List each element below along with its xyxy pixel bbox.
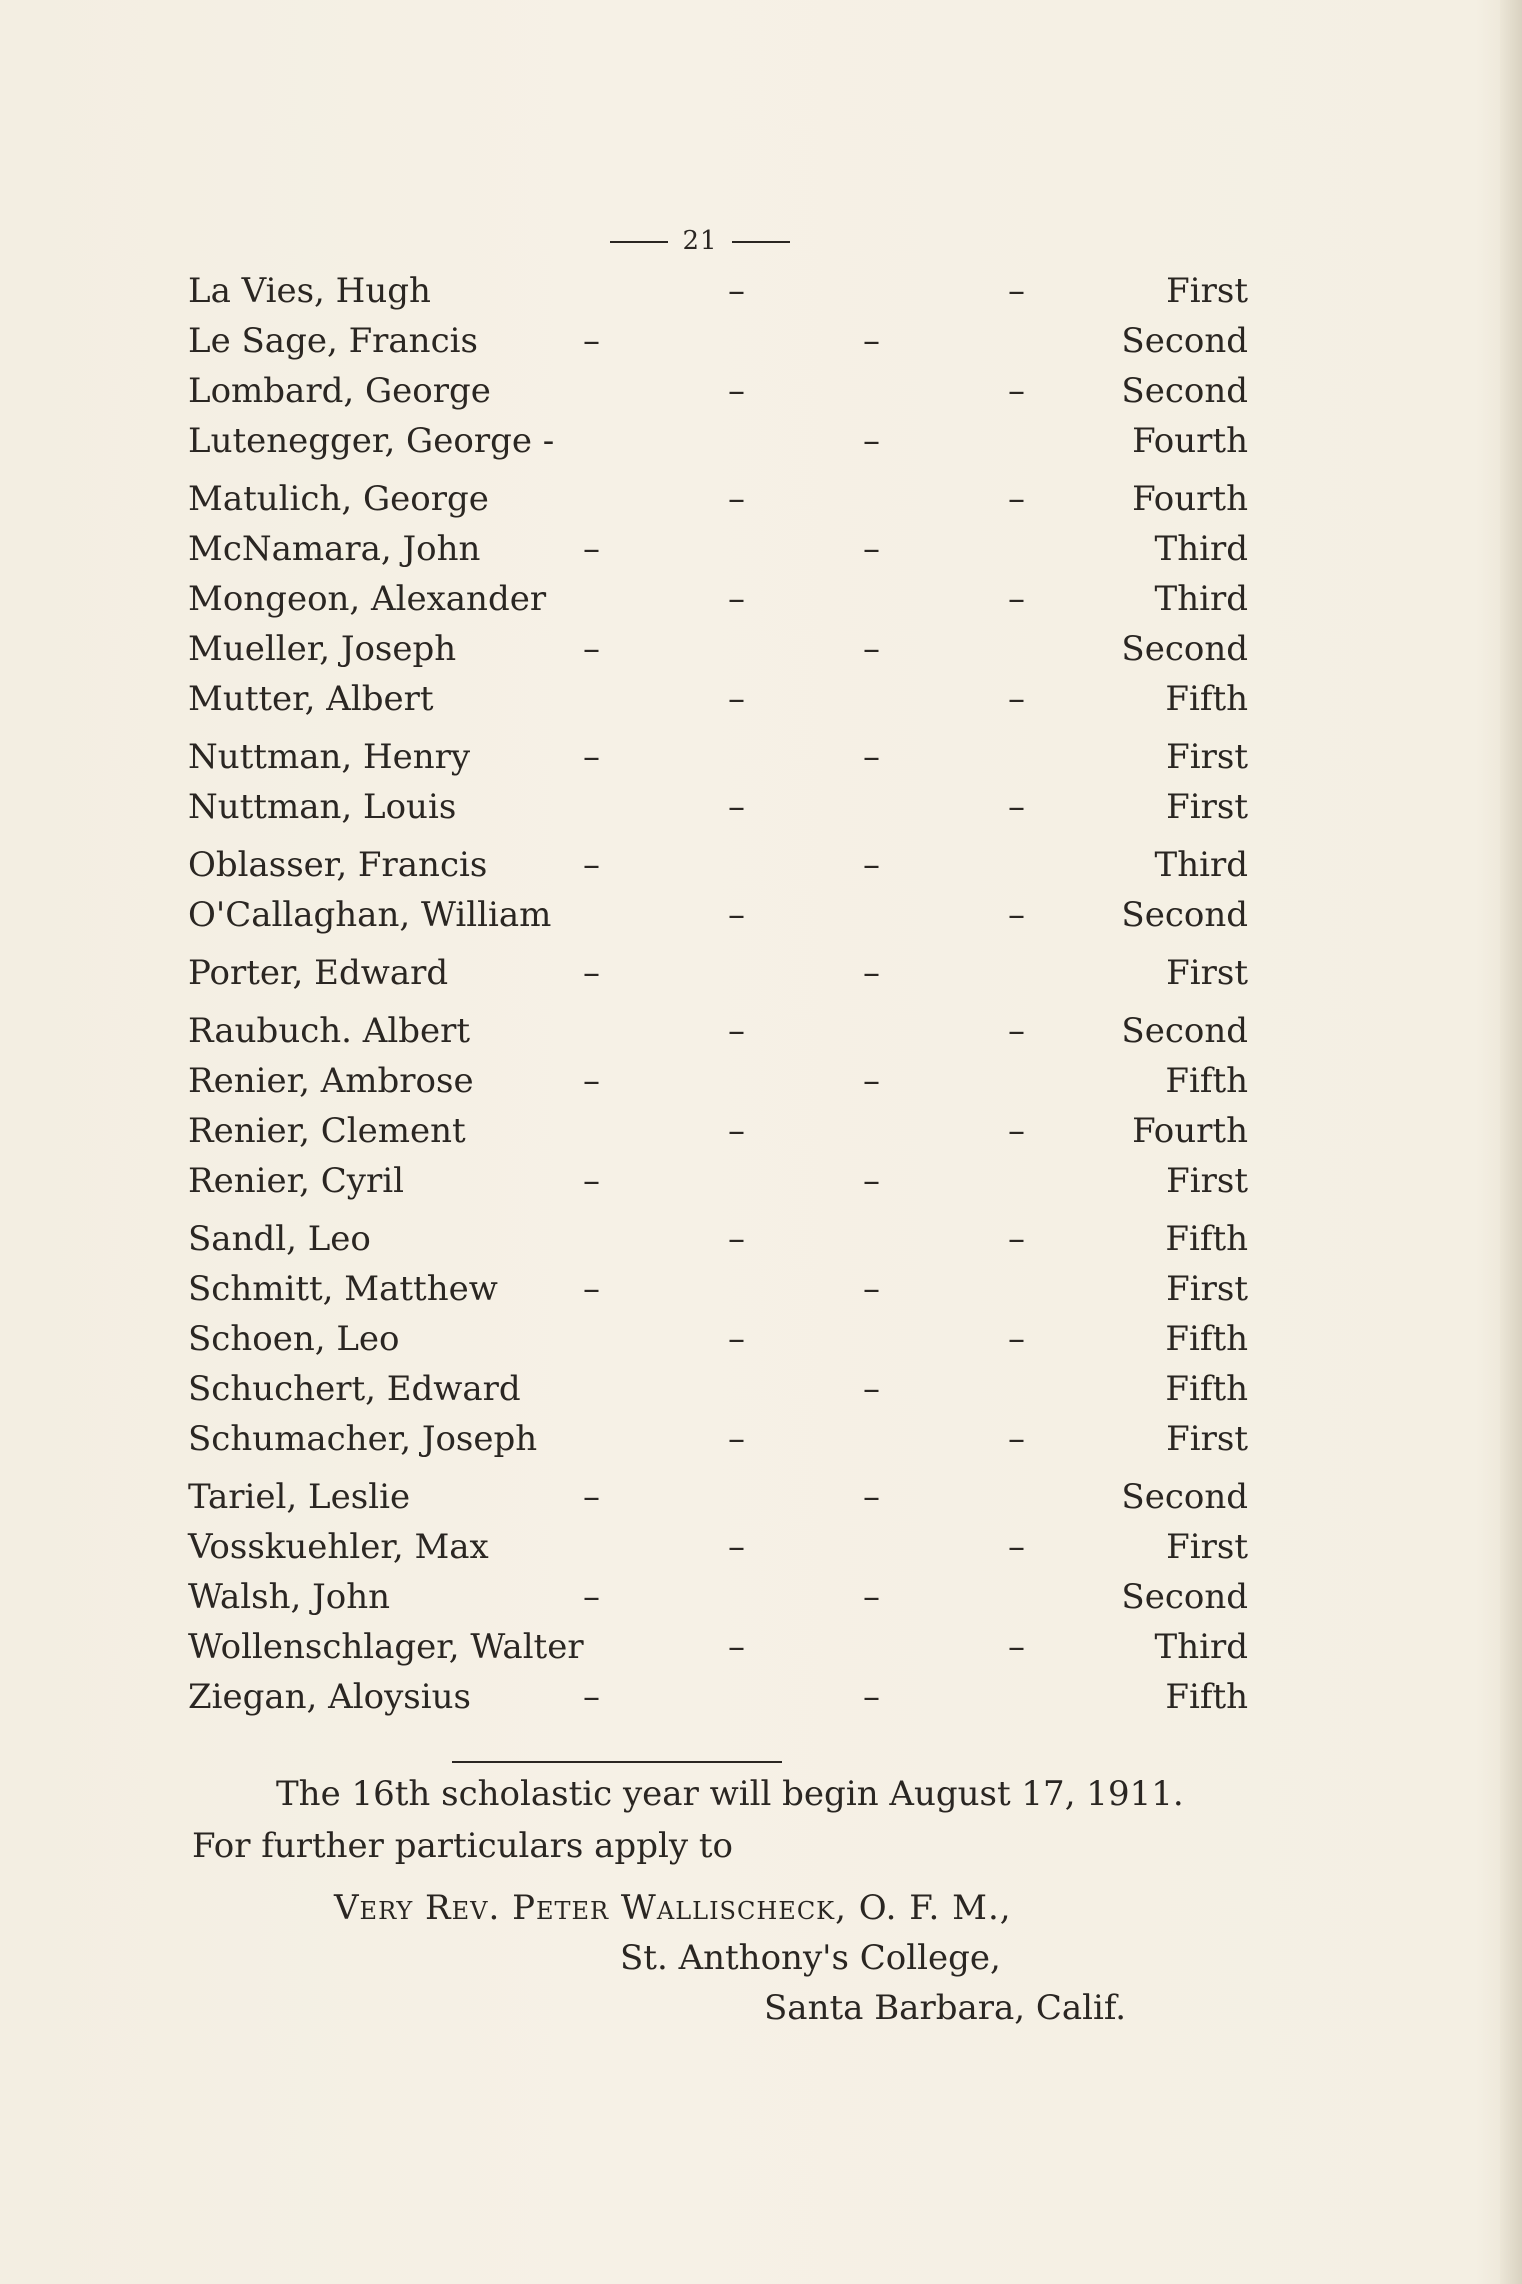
- student-grade: Fourth: [1132, 1111, 1248, 1151]
- table-row: [188, 732, 1248, 782]
- student-grade: Second: [1121, 1577, 1248, 1617]
- table-row: [188, 416, 1248, 466]
- student-grade: Third: [1154, 845, 1248, 885]
- table-row: [188, 1672, 1248, 1722]
- leader-dash: –: [863, 737, 880, 777]
- leader-dash: –: [863, 1369, 880, 1409]
- student-name: Schmitt, Matthew: [188, 1269, 498, 1309]
- student-grade: Second: [1121, 629, 1248, 669]
- signature-institution: St. Anthony's College,: [620, 1938, 1001, 1978]
- page-edge-shadow: [1500, 0, 1522, 2284]
- table-row: [188, 316, 1248, 366]
- table-row: [188, 1314, 1248, 1364]
- table-row: [188, 840, 1248, 890]
- leader-dash: –: [1008, 1527, 1025, 1567]
- student-name: Vosskuehler, Max: [188, 1527, 489, 1567]
- leader-dash: –: [1008, 1627, 1025, 1667]
- leader-dash: –: [863, 1061, 880, 1101]
- leader-dash: –: [863, 1577, 880, 1617]
- leader-dash: –: [1008, 895, 1025, 935]
- student-name: Lutenegger, George -: [188, 421, 555, 461]
- leader-dash: –: [728, 1527, 745, 1567]
- student-name: Renier, Cyril: [188, 1161, 404, 1201]
- leader-dash: –: [728, 1319, 745, 1359]
- student-name: Wollenschlager, Walter: [188, 1627, 584, 1667]
- leader-dash: –: [583, 1577, 600, 1617]
- page-number-header: [0, 226, 1400, 256]
- table-row: [188, 1622, 1248, 1672]
- student-name: Schumacher, Joseph: [188, 1419, 538, 1459]
- footer-line-2: For further particulars apply to: [192, 1826, 733, 1866]
- student-grade: Fifth: [1165, 1061, 1248, 1101]
- leader-dash: –: [728, 1219, 745, 1259]
- table-row: [188, 1364, 1248, 1414]
- leader-dash: –: [728, 271, 745, 311]
- header-rule-left: [610, 241, 668, 243]
- student-grade: Second: [1121, 895, 1248, 935]
- student-name: La Vies, Hugh: [188, 271, 431, 311]
- leader-dash: –: [728, 1011, 745, 1051]
- student-grade: Second: [1121, 1477, 1248, 1517]
- student-name: Sandl, Leo: [188, 1219, 371, 1259]
- student-name: Le Sage, Francis: [188, 321, 478, 361]
- leader-dash: –: [1008, 479, 1025, 519]
- leader-dash: –: [1008, 579, 1025, 619]
- table-row: [188, 782, 1248, 832]
- table-row: [188, 948, 1248, 998]
- table-row: [188, 1106, 1248, 1156]
- leader-dash: –: [1008, 679, 1025, 719]
- leader-dash: –: [728, 1419, 745, 1459]
- leader-dash: –: [863, 845, 880, 885]
- student-grade: Third: [1154, 1627, 1248, 1667]
- student-name: Renier, Ambrose: [188, 1061, 474, 1101]
- leader-dash: –: [863, 529, 880, 569]
- student-name: Renier, Clement: [188, 1111, 466, 1151]
- leader-dash: –: [728, 1111, 745, 1151]
- leader-dash: –: [863, 1677, 880, 1717]
- leader-dash: –: [728, 371, 745, 411]
- student-name: Nuttman, Louis: [188, 787, 457, 827]
- student-grade: Second: [1121, 1011, 1248, 1051]
- table-row: [188, 474, 1248, 524]
- leader-dash: –: [583, 845, 600, 885]
- leader-dash: –: [583, 1269, 600, 1309]
- student-grade: Fifth: [1165, 1319, 1248, 1359]
- table-row: [188, 624, 1248, 674]
- section-divider-rule: [452, 1761, 782, 1763]
- table-row: [188, 266, 1248, 316]
- leader-dash: –: [583, 953, 600, 993]
- signature-name: Very Rev. Peter Wallischeck, O. F. M.,: [334, 1888, 1012, 1928]
- student-name: Mongeon, Alexander: [188, 579, 547, 619]
- leader-dash: –: [583, 1161, 600, 1201]
- leader-dash: –: [1008, 1111, 1025, 1151]
- table-row: [188, 890, 1248, 940]
- student-grade: First: [1166, 1419, 1248, 1459]
- leader-dash: –: [1008, 1419, 1025, 1459]
- table-row: [188, 1156, 1248, 1206]
- leader-dash: –: [728, 679, 745, 719]
- student-name: Raubuch. Albert: [188, 1011, 470, 1051]
- student-grade: Third: [1154, 529, 1248, 569]
- leader-dash: –: [728, 1627, 745, 1667]
- footer-notice: [192, 1768, 1252, 1872]
- leader-dash: –: [583, 629, 600, 669]
- student-grade: Third: [1154, 579, 1248, 619]
- leader-dash: –: [583, 321, 600, 361]
- student-grade: First: [1166, 953, 1248, 993]
- student-name: Ziegan, Aloysius: [188, 1677, 471, 1717]
- table-row: [188, 1214, 1248, 1264]
- student-name: Oblasser, Francis: [188, 845, 488, 885]
- leader-dash: –: [728, 895, 745, 935]
- footer-line-1: The 16th scholastic year will begin August 17, 1911.: [276, 1774, 1184, 1814]
- leader-dash: –: [728, 579, 745, 619]
- student-name: Nuttman, Henry: [188, 737, 471, 777]
- student-name: Schuchert, Edward: [188, 1369, 521, 1409]
- leader-dash: –: [1008, 787, 1025, 827]
- leader-dash: –: [728, 479, 745, 519]
- table-row: [188, 574, 1248, 624]
- table-row: [188, 1522, 1248, 1572]
- student-name: Tariel, Leslie: [188, 1477, 411, 1517]
- student-grade: Fifth: [1165, 1219, 1248, 1259]
- table-row: [188, 1264, 1248, 1314]
- table-row: [188, 524, 1248, 574]
- leader-dash: –: [863, 421, 880, 461]
- student-name: Lombard, George: [188, 371, 491, 411]
- table-row: [188, 1006, 1248, 1056]
- leader-dash: –: [1008, 271, 1025, 311]
- leader-dash: –: [1008, 1319, 1025, 1359]
- student-name: O'Callaghan, William: [188, 895, 552, 935]
- student-name: Mueller, Joseph: [188, 629, 457, 669]
- student-grade: Second: [1121, 321, 1248, 361]
- leader-dash: –: [863, 1269, 880, 1309]
- student-name: Porter, Edward: [188, 953, 449, 993]
- student-grade: First: [1166, 1269, 1248, 1309]
- leader-dash: –: [583, 737, 600, 777]
- signature-location: Santa Barbara, Calif.: [764, 1988, 1127, 2028]
- table-row: [188, 674, 1248, 724]
- student-name: Schoen, Leo: [188, 1319, 400, 1359]
- header-rule-right: [732, 241, 790, 243]
- student-name: McNamara, John: [188, 529, 481, 569]
- leader-dash: –: [728, 787, 745, 827]
- student-roster: [188, 266, 1248, 1722]
- leader-dash: –: [1008, 1219, 1025, 1259]
- leader-dash: –: [1008, 1011, 1025, 1051]
- page-number: 21: [682, 226, 718, 256]
- student-grade: Fourth: [1132, 479, 1248, 519]
- student-name: Mutter, Albert: [188, 679, 434, 719]
- leader-dash: –: [583, 1677, 600, 1717]
- table-row: [188, 1572, 1248, 1622]
- leader-dash: –: [863, 1477, 880, 1517]
- student-grade: First: [1166, 737, 1248, 777]
- leader-dash: –: [863, 629, 880, 669]
- student-grade: First: [1166, 271, 1248, 311]
- student-name: Walsh, John: [188, 1577, 390, 1617]
- student-grade: First: [1166, 787, 1248, 827]
- leader-dash: –: [863, 953, 880, 993]
- leader-dash: –: [863, 321, 880, 361]
- leader-dash: –: [583, 529, 600, 569]
- table-row: [188, 1056, 1248, 1106]
- student-grade: Fifth: [1165, 679, 1248, 719]
- student-grade: Fifth: [1165, 1369, 1248, 1409]
- student-grade: Fifth: [1165, 1677, 1248, 1717]
- leader-dash: –: [583, 1061, 600, 1101]
- student-grade: Second: [1121, 371, 1248, 411]
- student-name: Matulich, George: [188, 479, 489, 519]
- leader-dash: –: [863, 1161, 880, 1201]
- student-grade: First: [1166, 1161, 1248, 1201]
- leader-dash: –: [1008, 371, 1025, 411]
- table-row: [188, 1414, 1248, 1464]
- table-row: [188, 366, 1248, 416]
- table-row: [188, 1472, 1248, 1522]
- student-grade: First: [1166, 1527, 1248, 1567]
- student-grade: Fourth: [1132, 421, 1248, 461]
- leader-dash: –: [583, 1477, 600, 1517]
